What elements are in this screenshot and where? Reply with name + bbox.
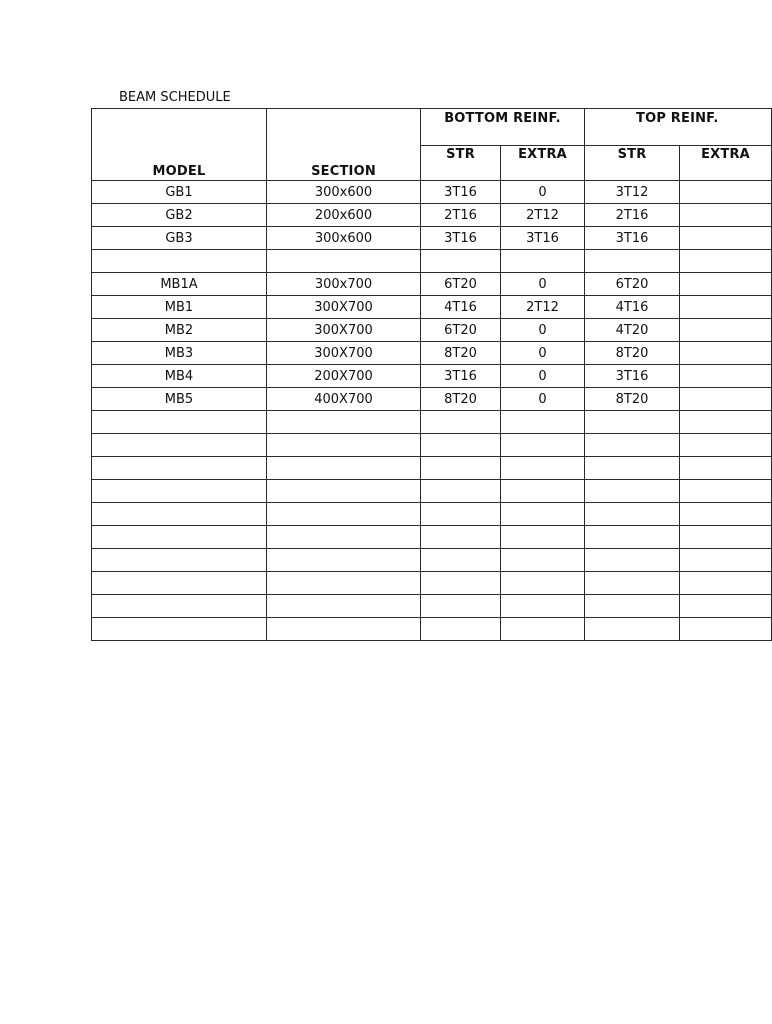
cell-bottom-extra: 2T12 [501, 204, 585, 227]
table-row [92, 595, 772, 618]
cell-top-str: 3T12 [585, 181, 680, 204]
cell-bottom-str: 4T16 [421, 296, 501, 319]
cell-top-str: 4T20 [585, 319, 680, 342]
schedule-title: BEAM SCHEDULE [119, 90, 231, 105]
cell-bottom-extra [501, 549, 585, 572]
cell-model: MB5 [92, 388, 267, 411]
cell-bottom-str: 6T20 [421, 273, 501, 296]
header-bottom-extra: EXTRA [501, 146, 585, 181]
table-row [92, 434, 772, 457]
cell-top-str: 4T16 [585, 296, 680, 319]
cell-top-extra [680, 273, 772, 296]
table-row [92, 618, 772, 641]
table-row [92, 526, 772, 549]
cell-top-extra [680, 388, 772, 411]
cell-top-str [585, 618, 680, 641]
cell-bottom-str [421, 434, 501, 457]
cell-model: MB1 [92, 296, 267, 319]
cell-top-str [585, 411, 680, 434]
cell-bottom-extra [501, 595, 585, 618]
cell-top-extra [680, 526, 772, 549]
cell-bottom-extra [501, 434, 585, 457]
cell-section [267, 549, 421, 572]
cell-section: 300x700 [267, 273, 421, 296]
cell-top-str [585, 480, 680, 503]
table-row [92, 572, 772, 595]
table-row [92, 457, 772, 480]
cell-top-str [585, 503, 680, 526]
cell-model: GB2 [92, 204, 267, 227]
cell-top-str: 2T16 [585, 204, 680, 227]
cell-model [92, 526, 267, 549]
cell-top-extra [680, 181, 772, 204]
cell-section: 400X700 [267, 388, 421, 411]
cell-top-extra [680, 549, 772, 572]
cell-model [92, 457, 267, 480]
table-row [92, 227, 772, 250]
table-row [92, 296, 772, 319]
cell-top-extra [680, 618, 772, 641]
table-row [92, 365, 772, 388]
cell-top-str [585, 595, 680, 618]
cell-bottom-extra: 3T16 [501, 227, 585, 250]
cell-bottom-str: 3T16 [421, 227, 501, 250]
cell-bottom-extra [501, 411, 585, 434]
header-top-reinf: TOP REINF. [585, 109, 772, 146]
cell-model [92, 549, 267, 572]
cell-section [267, 480, 421, 503]
cell-bottom-extra [501, 457, 585, 480]
cell-model: GB3 [92, 227, 267, 250]
cell-bottom-str [421, 503, 501, 526]
cell-model [92, 434, 267, 457]
cell-model: MB3 [92, 342, 267, 365]
cell-top-str [585, 434, 680, 457]
table-row [92, 204, 772, 227]
header-top-extra: EXTRA [680, 146, 772, 181]
cell-bottom-str: 3T16 [421, 181, 501, 204]
cell-bottom-str [421, 618, 501, 641]
cell-bottom-str: 8T20 [421, 342, 501, 365]
cell-top-str: 6T20 [585, 273, 680, 296]
cell-model [92, 250, 267, 273]
cell-section: 300X700 [267, 342, 421, 365]
cell-section [267, 618, 421, 641]
table-row [92, 411, 772, 434]
cell-bottom-extra: 0 [501, 388, 585, 411]
cell-bottom-str: 2T16 [421, 204, 501, 227]
cell-bottom-extra: 2T12 [501, 296, 585, 319]
cell-top-extra [680, 434, 772, 457]
cell-bottom-extra [501, 503, 585, 526]
cell-bottom-str [421, 549, 501, 572]
cell-bottom-extra: 0 [501, 342, 585, 365]
header-model: MODEL [92, 109, 267, 181]
cell-bottom-extra: 0 [501, 319, 585, 342]
cell-bottom-str [421, 457, 501, 480]
table-row [92, 273, 772, 296]
cell-bottom-extra [501, 618, 585, 641]
cell-top-extra [680, 227, 772, 250]
cell-top-extra [680, 342, 772, 365]
cell-section: 300x600 [267, 227, 421, 250]
cell-model [92, 480, 267, 503]
cell-model [92, 618, 267, 641]
cell-section [267, 250, 421, 273]
cell-bottom-str: 8T20 [421, 388, 501, 411]
cell-model: MB1A [92, 273, 267, 296]
cell-top-extra [680, 480, 772, 503]
cell-bottom-str [421, 250, 501, 273]
cell-top-str [585, 549, 680, 572]
cell-section: 300X700 [267, 319, 421, 342]
cell-model [92, 572, 267, 595]
cell-top-str [585, 250, 680, 273]
cell-top-str: 3T16 [585, 365, 680, 388]
cell-top-extra [680, 365, 772, 388]
cell-top-extra [680, 595, 772, 618]
cell-top-extra [680, 319, 772, 342]
cell-section [267, 457, 421, 480]
cell-section [267, 503, 421, 526]
cell-section [267, 434, 421, 457]
cell-model [92, 411, 267, 434]
table-row [92, 388, 772, 411]
cell-top-str [585, 457, 680, 480]
cell-section: 200X700 [267, 365, 421, 388]
table-row [92, 181, 772, 204]
cell-model: MB2 [92, 319, 267, 342]
cell-top-extra [680, 411, 772, 434]
cell-model: GB1 [92, 181, 267, 204]
cell-section: 200x600 [267, 204, 421, 227]
cell-section [267, 572, 421, 595]
cell-bottom-extra [501, 250, 585, 273]
table-row [92, 250, 772, 273]
cell-top-extra [680, 572, 772, 595]
cell-section [267, 411, 421, 434]
cell-section [267, 595, 421, 618]
cell-bottom-str [421, 595, 501, 618]
table-row [92, 342, 772, 365]
cell-top-str [585, 526, 680, 549]
cell-top-extra [680, 503, 772, 526]
cell-bottom-extra [501, 572, 585, 595]
cell-top-str: 3T16 [585, 227, 680, 250]
cell-top-str: 8T20 [585, 388, 680, 411]
cell-bottom-extra [501, 480, 585, 503]
cell-bottom-str: 3T16 [421, 365, 501, 388]
beam-schedule-table [91, 108, 772, 641]
cell-bottom-str: 6T20 [421, 319, 501, 342]
cell-top-str: 8T20 [585, 342, 680, 365]
cell-bottom-extra [501, 526, 585, 549]
cell-model [92, 595, 267, 618]
cell-bottom-extra: 0 [501, 273, 585, 296]
cell-section: 300x600 [267, 181, 421, 204]
cell-top-extra [680, 296, 772, 319]
cell-model [92, 503, 267, 526]
cell-top-str [585, 572, 680, 595]
header-bottom-str: STR [421, 146, 501, 181]
table-row [92, 319, 772, 342]
beam-schedule-viewport [91, 108, 750, 644]
header-bottom-reinf: BOTTOM REINF. [421, 109, 585, 146]
header-top-str: STR [585, 146, 680, 181]
cell-top-extra [680, 204, 772, 227]
cell-model: MB4 [92, 365, 267, 388]
cell-section: 300X700 [267, 296, 421, 319]
header-row-groups [92, 109, 772, 146]
cell-top-extra [680, 457, 772, 480]
cell-bottom-str [421, 526, 501, 549]
cell-bottom-str [421, 480, 501, 503]
table-row [92, 549, 772, 572]
header-section: SECTION [267, 109, 421, 181]
cell-section [267, 526, 421, 549]
cell-bottom-str [421, 411, 501, 434]
table-row [92, 503, 772, 526]
cell-bottom-extra: 0 [501, 365, 585, 388]
table-row [92, 480, 772, 503]
cell-bottom-str [421, 572, 501, 595]
cell-bottom-extra: 0 [501, 181, 585, 204]
cell-top-extra [680, 250, 772, 273]
